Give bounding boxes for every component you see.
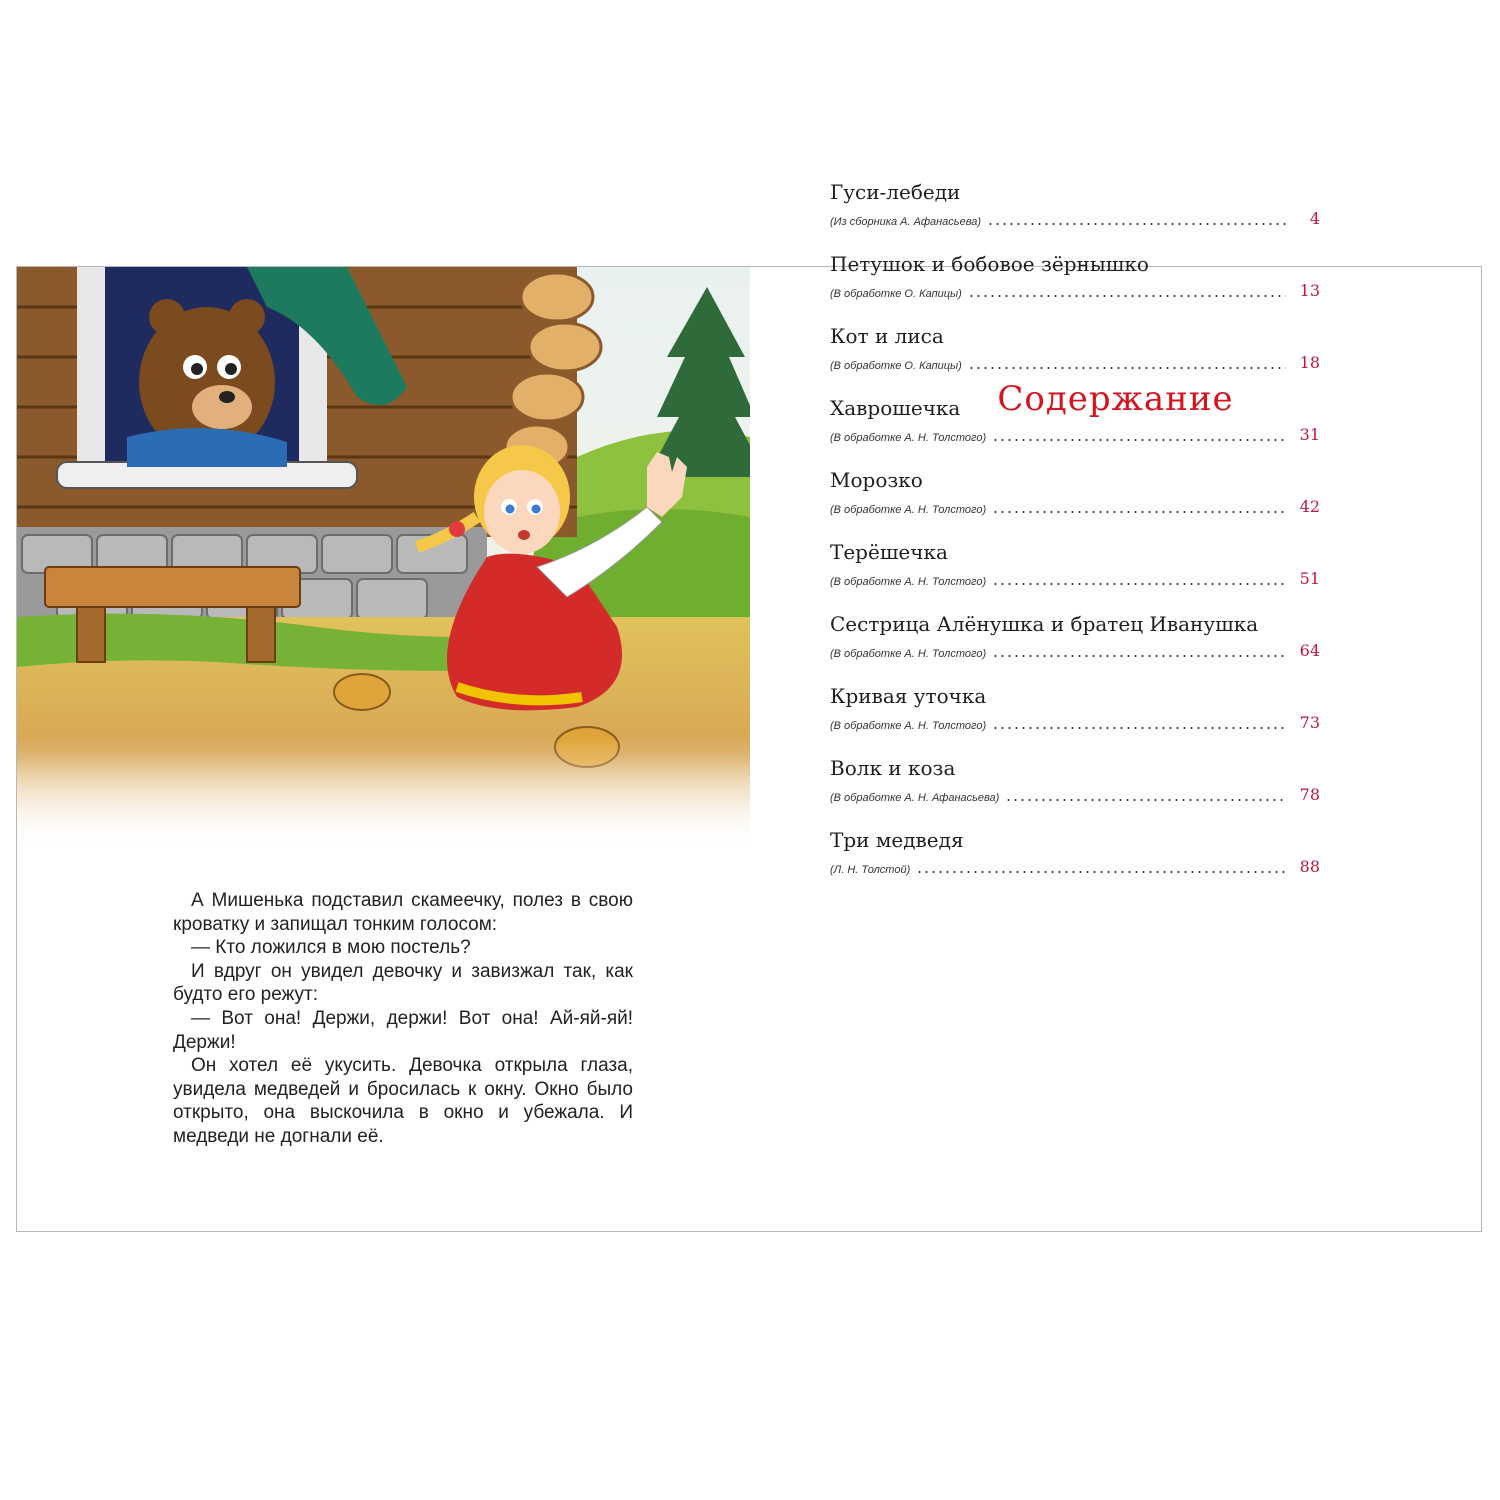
leader-dots bbox=[992, 511, 1286, 513]
toc-entry-title: Хаврошечка bbox=[830, 396, 961, 420]
toc-entry-page: 42 bbox=[1299, 497, 1320, 516]
toc-entry-page: 51 bbox=[1299, 569, 1320, 588]
story-paragraph: — Вот она! Держи, держи! Вот она! Ай-яй-яй! Держи! bbox=[173, 1007, 633, 1053]
leader-dots bbox=[987, 223, 1286, 225]
leader-dots bbox=[992, 439, 1286, 441]
toc-entry[interactable] bbox=[830, 252, 1320, 312]
leader-dots bbox=[968, 295, 1286, 297]
toc-entry[interactable] bbox=[830, 180, 1320, 240]
leader-dots bbox=[1005, 799, 1286, 801]
toc-entry[interactable] bbox=[830, 540, 1320, 600]
toc-entry-page: 73 bbox=[1299, 713, 1320, 732]
toc-entry-source: (В обработке О. Капицы) bbox=[830, 288, 962, 300]
toc-entry[interactable] bbox=[830, 684, 1320, 744]
toc-entry[interactable] bbox=[830, 756, 1320, 816]
toc-entry-title: Морозко bbox=[830, 468, 923, 492]
toc-entry[interactable] bbox=[830, 612, 1320, 672]
toc-entry-source: (В обработке А. Н. Афанасьева) bbox=[830, 792, 1000, 804]
toc-entry-source: (В обработке А. Н. Толстого) bbox=[830, 576, 987, 588]
toc-entry-source: (В обработке О. Капицы) bbox=[830, 360, 962, 372]
toc-entry-title: Волк и коза bbox=[830, 756, 956, 780]
toc-entry-source: (В обработке А. Н. Толстого) bbox=[830, 504, 987, 516]
toc-entry-page: 64 bbox=[1299, 641, 1320, 660]
toc-entry-title: Гуси-лебеди bbox=[830, 180, 961, 204]
left-page bbox=[17, 267, 750, 1231]
toc-entry-title: Три медведя bbox=[830, 828, 964, 852]
toc-entry-page: 31 bbox=[1299, 425, 1320, 444]
toc-title: Содержание bbox=[997, 379, 1234, 419]
leader-dots bbox=[916, 871, 1286, 873]
toc-entry-page: 78 bbox=[1299, 785, 1320, 804]
toc-entry[interactable] bbox=[830, 828, 1320, 888]
toc-entry[interactable] bbox=[830, 396, 1320, 456]
story-paragraph: А Мишенька подставил скамеечку, полез в свою кроватку и запищал тонким голосом: bbox=[173, 890, 633, 935]
story-text bbox=[173, 889, 633, 1149]
leader-dots bbox=[992, 655, 1286, 657]
toc-entry-page: 18 bbox=[1299, 353, 1320, 372]
story-illustration bbox=[17, 267, 750, 847]
toc-entry[interactable] bbox=[830, 468, 1320, 528]
toc-entry-title: Терёшечка bbox=[830, 540, 948, 564]
toc-entry[interactable] bbox=[830, 324, 1320, 384]
toc-entry-title: Петушок и бобовое зёрнышко bbox=[830, 252, 1149, 276]
toc-entry-page: 4 bbox=[1309, 209, 1320, 228]
toc-entry-page: 13 bbox=[1299, 281, 1320, 300]
toc-entry-title: Сестрица Алёнушка и братец Иванушка bbox=[830, 612, 1259, 636]
leader-dots bbox=[992, 583, 1286, 585]
toc-entry-source: (В обработке А. Н. Толстого) bbox=[830, 720, 987, 732]
toc-entry-page: 88 bbox=[1299, 857, 1320, 876]
toc-entry-source: (В обработке А. Н. Толстого) bbox=[830, 432, 987, 444]
leader-dots bbox=[992, 727, 1286, 729]
toc-entry-title: Кот и лиса bbox=[830, 324, 944, 348]
toc-entry-source: (Из сборника А. Афанасьева) bbox=[830, 216, 981, 228]
story-paragraph: И вдруг он увидел девочку и завизжал так, как будто его режут: bbox=[173, 960, 633, 1006]
toc-entry-source: (В обработке А. Н. Толстого) bbox=[830, 648, 987, 660]
toc-entry-title: Кривая уточка bbox=[830, 684, 987, 708]
toc-entry-source: (Л. Н. Толстой) bbox=[830, 864, 911, 876]
story-paragraph: Он хотел её укусить. Девочка открыла глаза, увидела медведей и бросилась к окну. Окно было открыто, она выскочила в окно и убежала. И медведи не догнали её. bbox=[173, 1055, 633, 1147]
leader-dots bbox=[968, 367, 1286, 369]
story-paragraph: — Кто ложился в мою постель? bbox=[191, 937, 471, 959]
